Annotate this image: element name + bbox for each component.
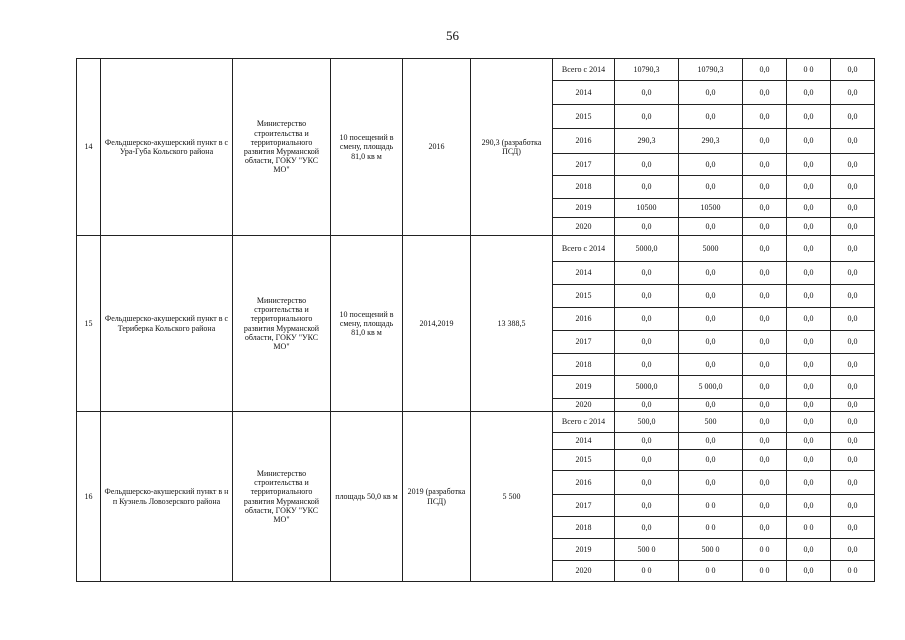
federal-budget-value: 0,0 [743,471,787,495]
federal-budget-value: 0,0 [743,495,787,517]
local-budget-value: 0,0 [787,105,831,129]
local-budget-value: 0,0 [787,218,831,236]
federal-budget-value: 0,0 [743,262,787,285]
federal-budget-value: 0,0 [743,129,787,154]
total-value: 0,0 [615,331,679,354]
regional-budget-value: 0 0 [679,495,743,517]
other-sources-value: 0,0 [831,495,875,517]
regional-budget-value: 0,0 [679,433,743,450]
total-value: 0 0 [615,561,679,582]
local-budget-value: 0,0 [787,262,831,285]
federal-budget-value: 0 0 [743,539,787,561]
other-sources-value: 0,0 [831,471,875,495]
object-name: Фельдшерско-акушерский пункт в с Ура-Губа Кольского района [101,59,233,236]
federal-budget-value: 0,0 [743,285,787,308]
year-cell: 2017 [553,154,615,176]
federal-budget-value: 0,0 [743,354,787,376]
cost-cell: 290,3 (разработка ПСД) [471,59,553,236]
total-value: 0,0 [615,471,679,495]
federal-budget-value: 0,0 [743,450,787,471]
other-sources-value: 0,0 [831,262,875,285]
other-sources-value: 0,0 [831,105,875,129]
local-budget-value: 0,0 [787,561,831,582]
customer-cell: Министерство строительства и территориального развития Мурманской области, ГОКУ "УКС МО" [233,59,331,236]
table-row [77,59,875,81]
local-budget-value: 0,0 [787,471,831,495]
regional-budget-value: 10790,3 [679,59,743,81]
federal-budget-value: 0 0 [743,561,787,582]
year-cell: 2020 [553,561,615,582]
other-sources-value: 0,0 [831,412,875,433]
other-sources-value: 0,0 [831,176,875,199]
other-sources-value: 0,0 [831,218,875,236]
total-value: 0,0 [615,354,679,376]
regional-budget-value: 0,0 [679,354,743,376]
total-value: 0,0 [615,154,679,176]
regional-budget-value: 500 0 [679,539,743,561]
federal-budget-value: 0,0 [743,331,787,354]
federal-budget-value: 0,0 [743,59,787,81]
local-budget-value: 0,0 [787,331,831,354]
total-value: 0,0 [615,450,679,471]
local-budget-value: 0,0 [787,285,831,308]
regional-budget-value: 0,0 [679,285,743,308]
local-budget-value: 0,0 [787,495,831,517]
local-budget-value: 0,0 [787,308,831,331]
other-sources-value: 0 0 [831,561,875,582]
federal-budget-value: 0,0 [743,517,787,539]
other-sources-value: 0,0 [831,154,875,176]
federal-budget-value: 0,0 [743,412,787,433]
local-budget-value: 0 0 [787,517,831,539]
year-cell: 2018 [553,354,615,376]
regional-budget-value: 0 0 [679,561,743,582]
year-cell: 2020 [553,218,615,236]
period-cell: 2019 (разработка ПСД) [403,412,471,582]
other-sources-value: 0,0 [831,433,875,450]
local-budget-value: 0,0 [787,354,831,376]
other-sources-value: 0,0 [831,331,875,354]
local-budget-value: 0 0 [787,59,831,81]
regional-budget-value: 0,0 [679,471,743,495]
local-budget-value: 0,0 [787,433,831,450]
other-sources-value: 0,0 [831,399,875,412]
regional-budget-value: 0,0 [679,105,743,129]
federal-budget-value: 0,0 [743,176,787,199]
regional-budget-value: 0,0 [679,308,743,331]
customer-cell: Министерство строительства и территориального развития Мурманской области, ГОКУ "УКС МО" [233,236,331,412]
regional-budget-value: 290,3 [679,129,743,154]
cost-cell: 13 388,5 [471,236,553,412]
year-cell: 2016 [553,308,615,331]
federal-budget-value: 0,0 [743,308,787,331]
regional-budget-value: 10500 [679,199,743,218]
table-row [77,236,875,262]
local-budget-value: 0,0 [787,376,831,399]
year-cell: 2014 [553,81,615,105]
local-budget-value: 0,0 [787,199,831,218]
year-cell: Всего с 2014 [553,412,615,433]
other-sources-value: 0,0 [831,539,875,561]
year-cell: 2015 [553,285,615,308]
total-value: 290,3 [615,129,679,154]
year-cell: Всего с 2014 [553,59,615,81]
year-cell: 2014 [553,433,615,450]
other-sources-value: 0,0 [831,236,875,262]
investment-table [76,58,875,582]
total-value: 0,0 [615,81,679,105]
regional-budget-value: 0,0 [679,81,743,105]
object-name: Фельдшерско-акушерский пункт в с Териберка Кольского района [101,236,233,412]
federal-budget-value: 0,0 [743,399,787,412]
year-cell: 2015 [553,105,615,129]
capacity-cell: 10 посещений в смену, площадь 81,0 кв м [331,236,403,412]
row-number: 15 [77,236,101,412]
other-sources-value: 0,0 [831,285,875,308]
other-sources-value: 0,0 [831,59,875,81]
federal-budget-value: 0,0 [743,154,787,176]
total-value: 10500 [615,199,679,218]
local-budget-value: 0,0 [787,450,831,471]
total-value: 500,0 [615,412,679,433]
other-sources-value: 0,0 [831,81,875,105]
customer-cell: Министерство строительства и территориального развития Мурманской области, ГОКУ "УКС МО" [233,412,331,582]
regional-budget-value: 0,0 [679,399,743,412]
table-body [77,59,875,582]
row-number: 16 [77,412,101,582]
year-cell: 2019 [553,376,615,399]
total-value: 0,0 [615,495,679,517]
regional-budget-value: 0,0 [679,262,743,285]
total-value: 0,0 [615,262,679,285]
federal-budget-value: 0,0 [743,105,787,129]
capacity-cell: 10 посещений в смену, площадь 81,0 кв м [331,59,403,236]
cost-cell: 5 500 [471,412,553,582]
total-value: 0,0 [615,176,679,199]
year-cell: 2019 [553,199,615,218]
regional-budget-value: 500 [679,412,743,433]
local-budget-value: 0,0 [787,129,831,154]
object-name: Фельдшерско-акушерский пункт в н п Куэнель Ловозерского района [101,412,233,582]
period-cell: 2014,2019 [403,236,471,412]
local-budget-value: 0,0 [787,154,831,176]
total-value: 0,0 [615,399,679,412]
total-value: 0,0 [615,218,679,236]
page-number: 56 [446,28,459,43]
other-sources-value: 0,0 [831,354,875,376]
total-value: 0,0 [615,105,679,129]
federal-budget-value: 0,0 [743,218,787,236]
federal-budget-value: 0,0 [743,199,787,218]
year-cell: 2017 [553,495,615,517]
total-value: 500 0 [615,539,679,561]
year-cell: 2018 [553,176,615,199]
year-cell: 2016 [553,129,615,154]
regional-budget-value: 0,0 [679,176,743,199]
period-cell: 2016 [403,59,471,236]
total-value: 0,0 [615,308,679,331]
local-budget-value: 0,0 [787,412,831,433]
local-budget-value: 0,0 [787,399,831,412]
other-sources-value: 0,0 [831,129,875,154]
regional-budget-value: 0 0 [679,517,743,539]
local-budget-value: 0,0 [787,81,831,105]
year-cell: 2015 [553,450,615,471]
total-value: 0,0 [615,433,679,450]
regional-budget-value: 0,0 [679,331,743,354]
local-budget-value: 0,0 [787,539,831,561]
year-cell: 2017 [553,331,615,354]
total-value: 0,0 [615,517,679,539]
total-value: 5000,0 [615,236,679,262]
year-cell: 2016 [553,471,615,495]
other-sources-value: 0,0 [831,517,875,539]
federal-budget-value: 0,0 [743,433,787,450]
other-sources-value: 0,0 [831,199,875,218]
year-cell: 2020 [553,399,615,412]
table-row [77,412,875,433]
year-cell: Всего с 2014 [553,236,615,262]
total-value: 5000,0 [615,376,679,399]
total-value: 0,0 [615,285,679,308]
other-sources-value: 0,0 [831,450,875,471]
regional-budget-value: 5 000,0 [679,376,743,399]
regional-budget-value: 5000 [679,236,743,262]
regional-budget-value: 0,0 [679,218,743,236]
regional-budget-value: 0,0 [679,450,743,471]
local-budget-value: 0,0 [787,236,831,262]
federal-budget-value: 0,0 [743,376,787,399]
row-number: 14 [77,59,101,236]
year-cell: 2014 [553,262,615,285]
other-sources-value: 0,0 [831,376,875,399]
other-sources-value: 0,0 [831,308,875,331]
capacity-cell: площадь 50,0 кв м [331,412,403,582]
federal-budget-value: 0,0 [743,81,787,105]
total-value: 10790,3 [615,59,679,81]
year-cell: 2019 [553,539,615,561]
federal-budget-value: 0,0 [743,236,787,262]
local-budget-value: 0,0 [787,176,831,199]
regional-budget-value: 0,0 [679,154,743,176]
year-cell: 2018 [553,517,615,539]
